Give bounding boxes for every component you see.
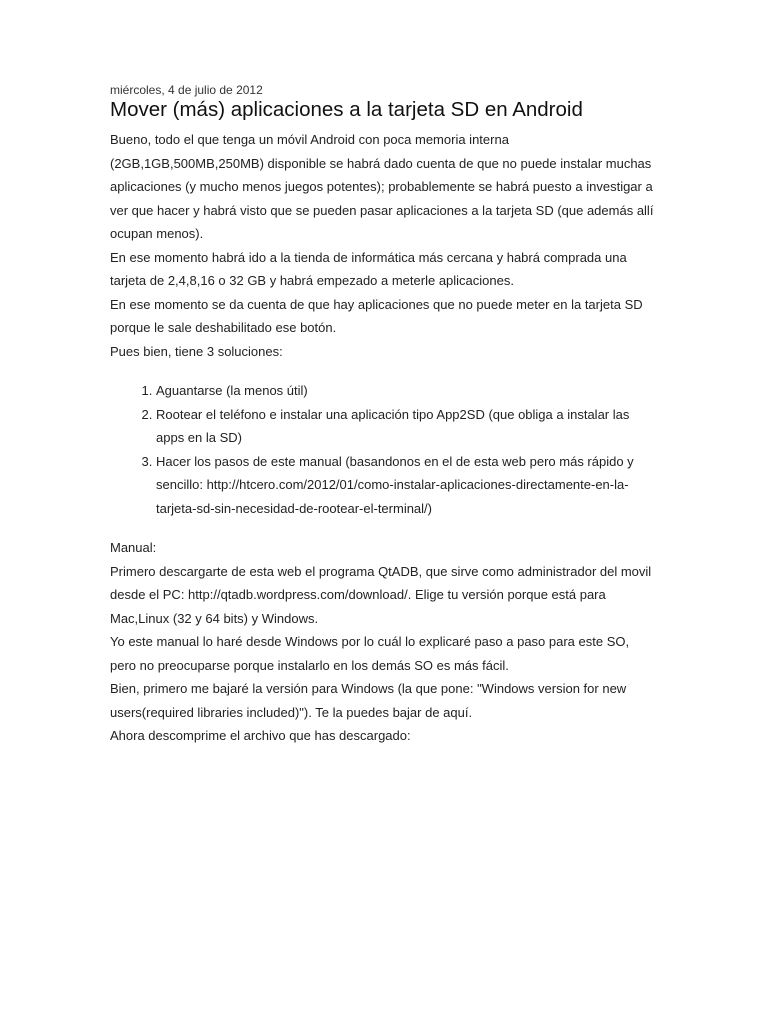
intro-paragraph-1: Bueno, todo el que tenga un móvil Android con poca memoria interna (2GB,1GB,500MB,250MB) disponible se habrá dado cuenta de que no puede instalar muchas aplicaciones (y mucho menos juegos potentes); probablemente se habrá puesto a investigar a ver que hacer y habrá visto que se pueden pasar aplicaciones a la tarjeta SD (que además allí ocupan menos).	[110, 132, 654, 241]
manual-paragraph-3-text: Bien, primero me bajaré la versión para Windows (la que pone: "Windows version for new users(required libraries included)"). Te la puedes bajar de	[110, 681, 627, 720]
solution-item-2-text: Rootear el teléfono e instalar una aplicación tipo App2SD (que obliga a instalar las apps en la SD)	[156, 406, 630, 445]
intro-paragraph-3: En ese momento se da cuenta de que hay aplicaciones que no puede meter en la tarjeta SD porque le sale deshabilitado ese botón.	[110, 296, 643, 335]
solution-item-3	[156, 450, 655, 521]
manual-heading: Manual:	[110, 540, 157, 555]
post-title: Mover (más) aplicaciones a la tarjeta SD en Android	[110, 98, 583, 121]
aqui-link[interactable]: aquí	[443, 704, 469, 720]
solution-item-1-text: Aguantarse (la menos útil)	[156, 383, 308, 398]
solution-item-3-suffix: )	[427, 500, 433, 516]
solution-item-1	[156, 379, 655, 403]
solutions-list	[110, 379, 655, 520]
manual-paragraph-1-text: Primero descargarte de esta web el programa QtADB, que sirve como administrador del movil desde el PC:	[110, 563, 652, 602]
manual-paragraph-1	[110, 560, 655, 631]
intro-paragraph-2: En ese momento habrá ido a la tienda de informática más cercana y habrá comprada una tarjeta de 2,4,8,16 o 32 GB y habrá empezado a meterle aplicaciones.	[110, 249, 627, 288]
solution-item-3-text: Hacer los pasos de este manual (basandonos en el de esta web pero más rápido y sencillo:	[156, 453, 634, 492]
intro-paragraph-4: Pues bien, tiene 3 soluciones:	[110, 343, 283, 359]
manual-paragraph-4: Ahora descomprime el archivo que has descargado:	[110, 728, 411, 743]
manual-paragraph-3	[110, 677, 655, 724]
manual-paragraph-2: Yo este manual lo haré desde Windows por lo cuál lo explicaré paso a paso para este SO, pero no preocuparse porque instalarlo en los demás SO es más fácil.	[110, 634, 630, 673]
qtadb-download-link[interactable]: http://qtadb.wordpress.com/download/	[188, 587, 408, 602]
htcero-link[interactable]: http://htcero.com/2012/01/como-instalar-aplicaciones-directamente-en-la-tarjeta-sd-sin-necesidad-de-rootear-el-terminal/	[156, 477, 629, 516]
post-date: miércoles, 4 de julio de 2012	[110, 83, 263, 97]
solution-item-2	[156, 403, 655, 450]
manual-paragraph-3-suffix: .	[468, 704, 473, 720]
manual-paragraph-1-suffix: . Elige tu versión porque está para Mac,Linux (32 y 64 bits) y Windows.	[110, 587, 606, 626]
blog-post	[110, 82, 655, 748]
